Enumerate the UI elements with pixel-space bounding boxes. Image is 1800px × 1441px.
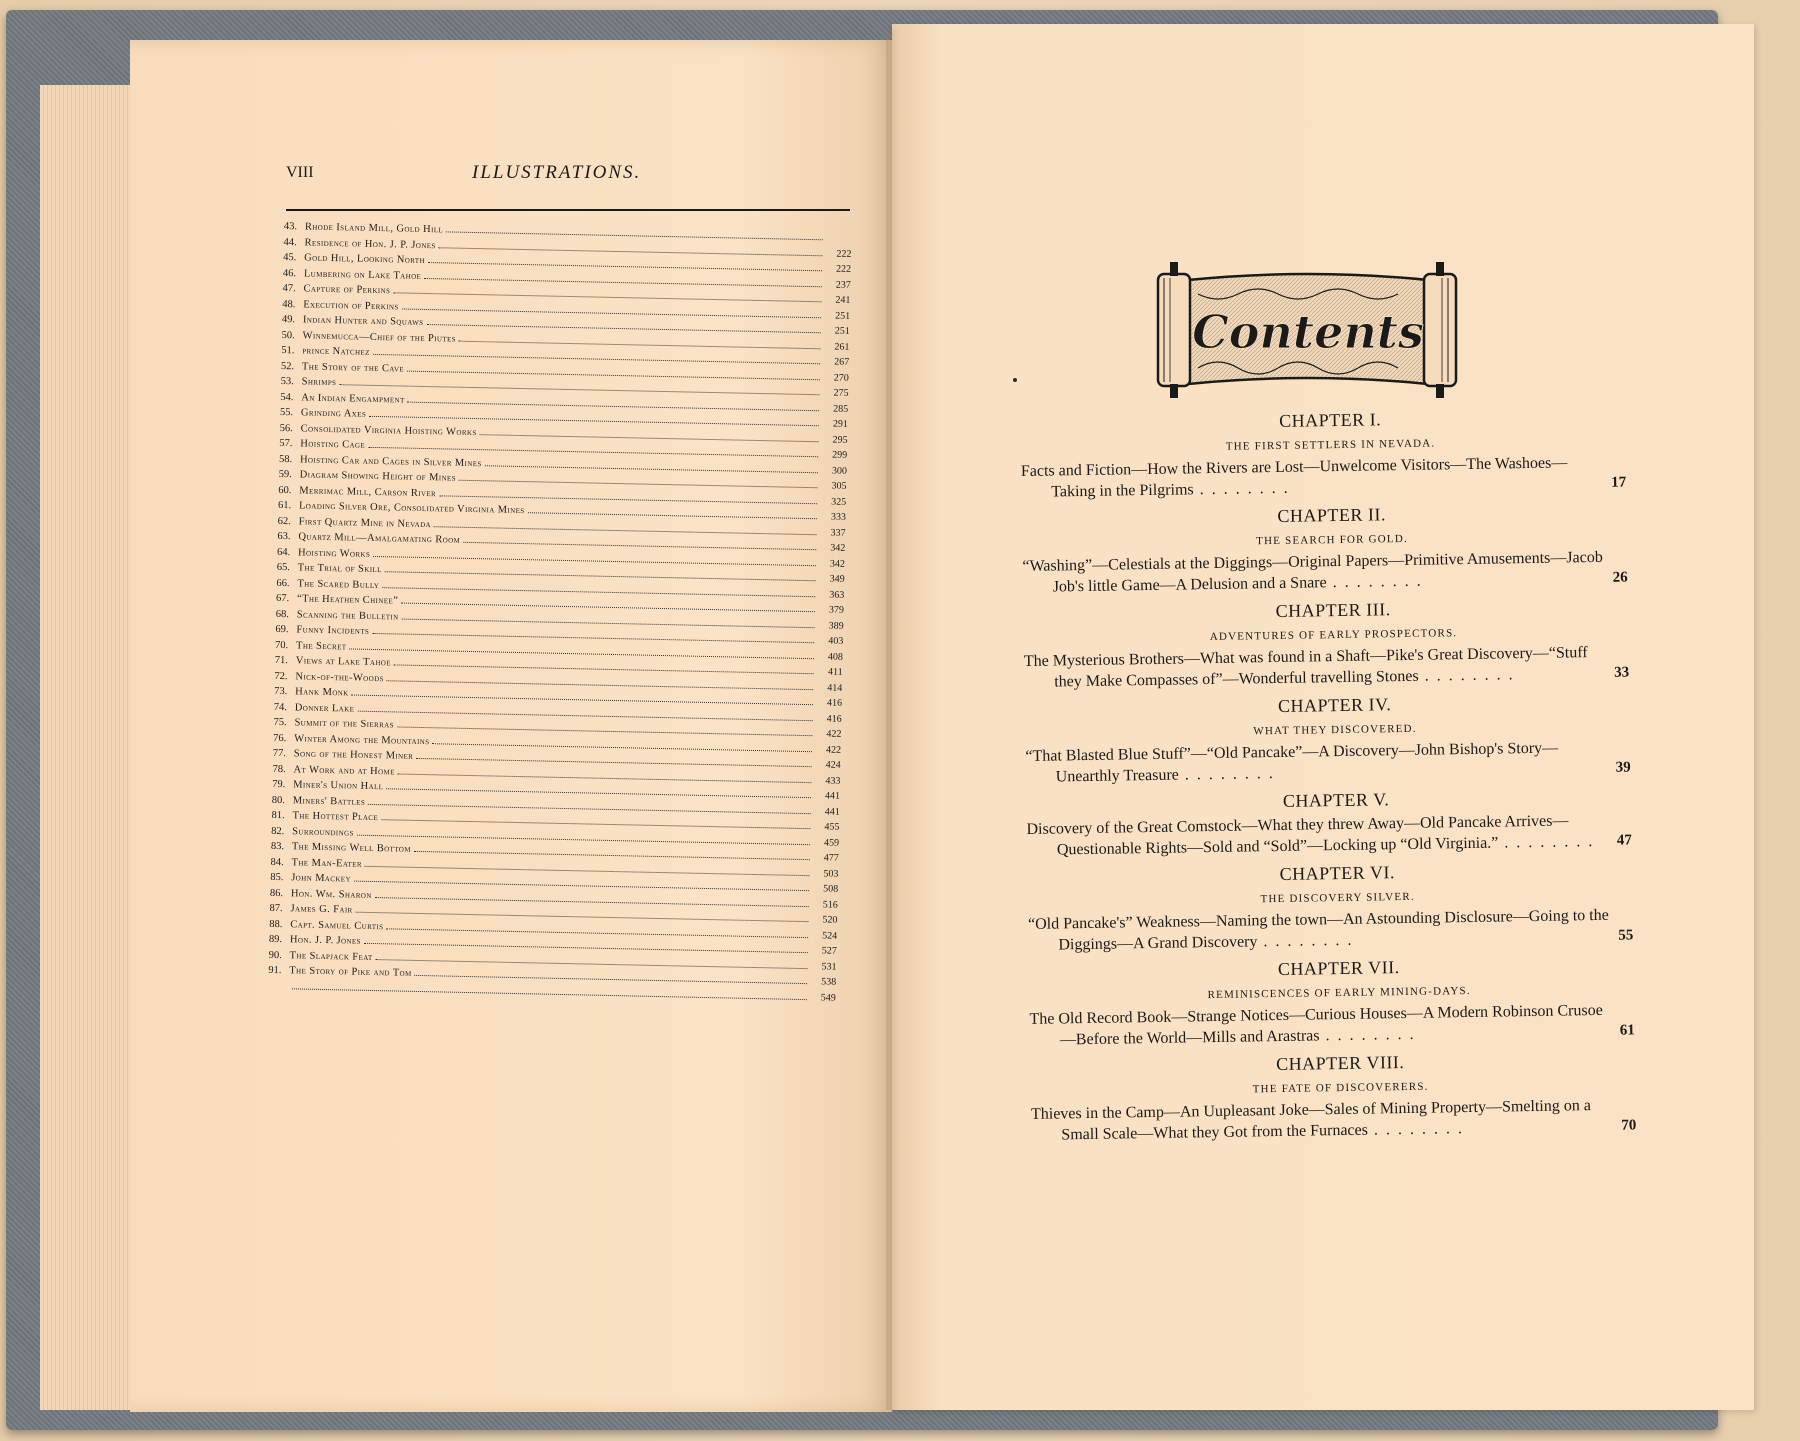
chapter-description <box>1025 736 1646 788</box>
illustration-page: 433 <box>825 774 841 787</box>
illustration-page: 270 <box>833 372 849 384</box>
chapter-description <box>1024 641 1645 693</box>
illustration-page: 520 <box>822 914 838 926</box>
chapter-subtitle: THE SEARCH FOR GOLD. <box>1256 532 1408 548</box>
leader-dots <box>432 743 812 752</box>
leader-dots <box>439 495 817 504</box>
illustration-page: 349 <box>829 573 845 585</box>
illustration-title: First Quartz Mine in Nevada <box>298 515 432 530</box>
illustration-title: “The Heathen Chinee” <box>296 593 399 607</box>
illustration-title: Execution of Perkins <box>303 298 399 312</box>
leader-dots <box>397 726 812 736</box>
illustration-title: Grinding Axes <box>300 407 367 420</box>
chapter-entry <box>1024 687 1645 788</box>
contents-list <box>1020 402 1652 1150</box>
illustration-page: 285 <box>833 403 849 415</box>
chapter-subtitle: THE FATE OF DISCOVERERS. <box>1252 1080 1429 1096</box>
illustration-title: Lumbering on Lake Tahoe <box>303 267 422 282</box>
leader-dots <box>434 526 817 535</box>
illustration-title: Hon. J. P. Jones <box>289 934 362 947</box>
chapter-entry <box>1023 592 1644 693</box>
illustration-number: 76. <box>273 732 287 744</box>
illustration-title: Capture of Perkins <box>303 283 391 297</box>
illustration-page: 441 <box>824 805 840 818</box>
illustration-number: 79. <box>272 778 286 791</box>
chapter-summary: “Old Pancake's” Weakness—Naming the town—An Astounding Disclosure—Going to the Diggings—A Grand Discovery <box>1027 906 1609 954</box>
illustration-number: 58. <box>278 453 293 465</box>
illustration-number: 50. <box>281 329 295 341</box>
illustration-page: 411 <box>827 666 843 678</box>
illustration-page: 403 <box>828 635 844 647</box>
contents-scroll-banner <box>1148 258 1466 406</box>
illustration-page: 337 <box>830 527 846 539</box>
illustration-title: Rhode Island Mill, Gold Hill <box>304 221 444 236</box>
running-head <box>286 164 850 194</box>
leader-dots <box>415 975 808 984</box>
illustration-title: Donner Lake <box>294 701 355 715</box>
illustration-number: 74. <box>273 701 288 713</box>
illustration-number: 80. <box>271 794 286 806</box>
illustration-page: 300 <box>831 465 848 477</box>
leader-dots: . . . . . . . . <box>1418 666 1515 685</box>
leader-dots <box>414 851 810 860</box>
illustration-title: The Hottest Place <box>292 810 379 824</box>
illustration-title: Views at Lake Tahoe <box>295 655 392 669</box>
illustration-number: 53. <box>280 375 294 388</box>
illustration-number: 69. <box>275 623 289 636</box>
ink-speck <box>1013 378 1017 382</box>
leader-dots <box>408 401 819 411</box>
illustration-number: 70. <box>275 639 289 651</box>
illustration-number: 77. <box>272 747 287 760</box>
illustration-page: 379 <box>828 604 845 616</box>
illustration-number: 64. <box>276 546 291 558</box>
leader-dots <box>382 587 815 597</box>
leader-dots: . . . . . . . . <box>1319 1025 1416 1045</box>
illustration-number: 56. <box>279 422 293 434</box>
illustration-title: Hoisting Cage <box>300 438 366 451</box>
illustration-page: 549 <box>820 991 836 1004</box>
illustration-number: 75. <box>273 716 287 729</box>
illustration-page: 251 <box>834 325 850 337</box>
illustration-page: 531 <box>821 960 837 973</box>
illustration-number: 85. <box>270 871 284 884</box>
illustration-page: 299 <box>832 449 848 461</box>
chapter-summary: The Old Record Book—Strange Notices—Curious Houses—A Modern Robinson Crusoe—Before the World—Mills and Arastras <box>1029 1001 1603 1049</box>
chapter-heading: CHAPTER VIII. <box>1276 1052 1405 1075</box>
illustration-page: 261 <box>834 341 850 353</box>
illustration-title: At Work and at Home <box>293 763 395 777</box>
leader-dots <box>372 633 814 643</box>
illustration-page: 241 <box>835 294 851 306</box>
illustration-title: The Missing Well Bottom <box>291 841 412 855</box>
illustration-number: 86. <box>269 887 284 899</box>
chapter-summary: The Mysterious Brothers—What was found in a Shaft—Pike's Great Discovery—“Stuff they Make Compasses of”—Wonderful travelling Stones <box>1023 644 1588 691</box>
leader-dots <box>528 512 817 519</box>
illustration-page: 527 <box>821 945 837 957</box>
illustration-page: 237 <box>835 279 851 291</box>
running-title: ILLUSTRATIONS. <box>472 162 642 183</box>
illustration-title: Miner's Union Hall <box>293 779 384 793</box>
illustration-title: The Slapjack Feat <box>289 949 373 963</box>
leader-dots <box>459 340 820 349</box>
chapter-summary: Facts and Fiction—How the Rivers are Lost—Unwelcome Visitors—The Washoes—Taking in the Pilgrims <box>1020 454 1568 501</box>
illustration-page: 291 <box>832 418 848 430</box>
illustration-title: Winter Among the Mountains <box>294 732 430 747</box>
chapter-subtitle: ADVENTURES OF EARLY PROSPECTORS. <box>1209 627 1458 644</box>
book-gutter <box>886 30 900 1410</box>
illustration-page: 416 <box>826 697 843 709</box>
illustration-number: 55. <box>279 406 294 419</box>
illustration-title: Merrimac Mill, Carson River <box>299 484 437 499</box>
illustration-page: 422 <box>825 743 842 756</box>
leader-dots <box>480 434 819 442</box>
illustration-number: 67. <box>275 592 290 605</box>
illustration-number: 83. <box>270 840 285 853</box>
leader-dots <box>373 354 820 364</box>
illustration-title: The Scared Bully <box>297 577 380 591</box>
illustration-number: 81. <box>271 809 285 822</box>
illustration-page: 389 <box>828 619 844 632</box>
illustration-number: 43. <box>283 221 298 233</box>
illustration-number: 73. <box>274 685 288 698</box>
page-folio: VIII <box>286 164 314 181</box>
illustration-title: Residence of Hon. J. P. Jones <box>304 236 436 251</box>
illustration-number: 88. <box>269 918 283 930</box>
leader-dots <box>386 788 811 798</box>
leader-dots <box>459 480 818 489</box>
illustration-number: 49. <box>281 313 296 326</box>
illustration-number: 87. <box>269 902 283 915</box>
illustration-page: 459 <box>823 836 840 849</box>
leader-dots <box>373 555 816 565</box>
illustration-number: 57. <box>279 437 293 450</box>
leader-dots <box>376 959 808 969</box>
chapter-subtitle: WHAT THEY DISCOVERED. <box>1253 722 1417 738</box>
chapter-heading: CHAPTER VII. <box>1277 957 1400 980</box>
leader-dots <box>364 943 808 953</box>
illustration-title: The Trial of Skill <box>297 562 382 576</box>
illustration-title: Funny Incidents <box>296 624 370 637</box>
illustration-title: Loading Silver Ore, Consolidated Virginia Mines <box>298 500 525 517</box>
chapter-subtitle: THE FIRST SETTLERS IN NEVADA. <box>1225 437 1436 453</box>
chapter-heading: CHAPTER I. <box>1278 409 1382 431</box>
leader-dots <box>446 231 823 240</box>
chapter-entry <box>1029 950 1650 1051</box>
illustration-number: 59. <box>278 468 292 481</box>
leader-dots <box>292 988 807 1000</box>
illustration-number: 47. <box>282 282 296 295</box>
illustration-number: 48. <box>282 298 296 310</box>
leader-dots <box>368 447 818 457</box>
illustration-title: Consolidated Virginia Hoisting Works <box>300 422 477 438</box>
chapter-description <box>1029 999 1650 1051</box>
leader-dots: . . . . . . . . <box>1257 931 1354 951</box>
chapter-description <box>1026 809 1647 861</box>
illustration-title: Quartz Mill—Amalgamating Room <box>298 531 461 546</box>
illustration-title: Surroundings <box>292 825 354 839</box>
illustration-title: An Indian Engampment <box>301 391 405 406</box>
illustration-number: 68. <box>275 608 290 620</box>
leader-dots <box>426 324 820 333</box>
chapter-heading: CHAPTER VI. <box>1279 862 1396 884</box>
illustration-title: Summit of the Sierras <box>294 717 395 731</box>
leader-dots <box>407 370 820 380</box>
illustration-page: 538 <box>821 976 837 988</box>
leader-dots <box>356 912 809 922</box>
illustration-title: The Story of the Cave <box>301 360 405 375</box>
illustration-number: 61. <box>277 499 292 512</box>
illustration-number: 89. <box>268 933 283 946</box>
illustration-page: 524 <box>822 929 838 942</box>
illustration-title: The Man-Eater <box>291 856 363 870</box>
leader-dots <box>398 773 812 783</box>
chapter-summary: Thieves in the Camp—An Uupleasant Joke—Sales of Mining Property—Smelting on a Small Scale—What they Got from the Furnaces <box>1030 1097 1592 1144</box>
illustration-page: 267 <box>834 356 850 368</box>
leader-dots <box>402 618 815 628</box>
chapter-heading: CHAPTER IV. <box>1277 694 1392 716</box>
illustration-number: 52. <box>280 360 295 372</box>
illustration-title: The Secret <box>296 639 347 652</box>
leader-dots <box>428 262 822 271</box>
illustration-page: 275 <box>833 387 849 399</box>
header-rule <box>286 209 850 211</box>
leader-dots <box>402 308 821 318</box>
leader-dots <box>416 758 811 767</box>
leader-dots: . . . . . . . . <box>1498 833 1595 852</box>
illustration-page: 441 <box>824 790 841 802</box>
illustration-title: Hoisting Works <box>297 546 371 560</box>
chapter-description <box>1028 904 1649 956</box>
illustration-title: Gold Hill, Looking North <box>304 252 426 266</box>
illustration-page: 516 <box>822 898 838 911</box>
illustration-page: 222 <box>836 248 852 260</box>
illustration-page: 295 <box>832 434 848 446</box>
leader-dots <box>485 465 818 473</box>
illustration-title: Hank Monk <box>295 686 349 699</box>
leader-dots: . . . . . . . . <box>1193 479 1290 499</box>
illustration-title: John Mackey <box>291 872 352 885</box>
illustration-number: 54. <box>280 391 294 403</box>
illustration-page: 508 <box>823 883 839 895</box>
leader-dots <box>393 292 821 302</box>
illustration-number: 45. <box>283 251 297 264</box>
leader-dots <box>368 803 811 813</box>
chapter-description <box>1022 546 1643 598</box>
illustration-number: 72. <box>274 670 288 682</box>
illustration-page <box>826 240 852 241</box>
leader-dots <box>401 603 815 613</box>
chapter-entry <box>1021 497 1642 598</box>
illustration-number: 62. <box>277 515 291 527</box>
illustration-number: 66. <box>276 577 290 589</box>
chapter-subtitle: REMINISCENCES OF EARLY MINING-DAYS. <box>1207 984 1471 1002</box>
illustration-number: 60. <box>278 484 292 496</box>
illustration-page: 503 <box>823 867 839 880</box>
illustrations-list <box>268 221 852 1008</box>
illustration-page: 325 <box>831 496 847 508</box>
illustration-title: Capt. Samuel Curtis <box>290 918 384 932</box>
illustration-page: 422 <box>826 728 842 740</box>
illustration-title: Diagram Showing Height of Mines <box>299 469 457 484</box>
illustration-title: Hoisting Car and Cages in Silver Mines <box>299 453 482 469</box>
leader-dots <box>439 247 823 256</box>
illustration-title: Nick-of-the-Woods <box>295 670 385 684</box>
illustration-number: 90. <box>268 949 282 961</box>
chapter-entry <box>1020 402 1641 503</box>
chapter-summary: Discovery of the Great Comstock—What they threw Away—Old Pancake Arrives—Questionable Rights—Sold and “Sold”—Locking up “Old Virginia.” <box>1026 812 1569 859</box>
leader-dots <box>365 865 809 875</box>
illustration-number: 63. <box>277 530 291 543</box>
chapter-heading: CHAPTER V. <box>1282 789 1390 811</box>
illustration-number: 84. <box>270 856 284 868</box>
leader-dots <box>463 542 816 550</box>
illustration-page: 342 <box>830 542 846 554</box>
leader-dots <box>385 571 816 581</box>
illustration-number: 65. <box>276 561 290 574</box>
illustration-number: 46. <box>282 267 297 279</box>
illustration-number: 71. <box>274 654 289 667</box>
illustration-title: The Story of Pike and Tom <box>289 965 412 979</box>
illustration-title: Miners' Battles <box>292 794 366 808</box>
chapter-description <box>1031 1094 1652 1146</box>
chapter-heading: CHAPTER II. <box>1277 504 1387 526</box>
chapter-summary: “Washing”—Celestials at the Diggings—Original Papers—Primitive Amusements—Jacob Job's little Game—A Delusion and a Snare <box>1022 548 1603 596</box>
leader-dots: . . . . . . . . <box>1326 572 1423 592</box>
illustration-number: 78. <box>272 763 286 775</box>
illustration-number: 51. <box>281 344 295 357</box>
illustration-title: Hon. Wm. Sharon <box>290 887 372 901</box>
leader-dots <box>375 897 809 907</box>
illustration-page: 333 <box>830 511 847 523</box>
illustration-number: 44. <box>283 236 297 248</box>
illustration-title: Shrimps <box>301 376 337 389</box>
illustration-title: Winnemucca—Chief of the Piutes <box>302 329 457 345</box>
illustration-page: 455 <box>824 821 840 833</box>
illustration-title: Indian Hunter and Squaws <box>302 314 424 328</box>
illustration-page: 424 <box>825 759 841 771</box>
banner-text: Contents <box>1192 305 1424 359</box>
leader-dots <box>394 664 814 674</box>
illustration-title: Song of the Honest Miner <box>293 748 414 762</box>
illustration-number: 82. <box>271 825 285 837</box>
leader-dots: . . . . . . . . <box>1367 1120 1465 1139</box>
illustration-page: 477 <box>823 852 839 864</box>
illustration-page: 251 <box>835 310 851 322</box>
illustration-number: 91. <box>268 964 282 977</box>
chapter-entry <box>1026 782 1647 861</box>
chapter-summary: “That Blasted Blue Stuff”—“Old Pancake”—A Discovery—John Bishop's Story—Unearthly Treasure <box>1025 739 1559 786</box>
illustration-page: 416 <box>826 712 842 725</box>
illustration-page: 222 <box>835 263 852 275</box>
leader-dots <box>386 928 808 938</box>
leader-dots <box>381 819 810 829</box>
illustration-title: James G. Fair <box>290 903 353 916</box>
leader-dots <box>424 277 822 286</box>
illustration-page: 342 <box>829 558 846 570</box>
leader-dots: . . . . . . . . <box>1178 765 1275 784</box>
chapter-heading: CHAPTER III. <box>1275 599 1391 622</box>
leader-dots <box>357 834 810 844</box>
chapter-entry <box>1027 855 1648 956</box>
illustration-page: 414 <box>827 681 843 694</box>
illustration-title: Scanning the Bulletin <box>296 608 399 622</box>
illustration-page: 408 <box>827 650 844 663</box>
leader-dots <box>369 416 819 426</box>
chapter-subtitle: THE DISCOVERY SILVER. <box>1260 890 1415 906</box>
illustration-page: 363 <box>829 589 845 601</box>
leader-dots <box>387 680 813 690</box>
chapter-entry <box>1030 1045 1651 1146</box>
illustration-title: prince Natchez <box>302 345 370 358</box>
illustration-page: 305 <box>831 480 847 492</box>
chapter-description <box>1021 451 1642 503</box>
